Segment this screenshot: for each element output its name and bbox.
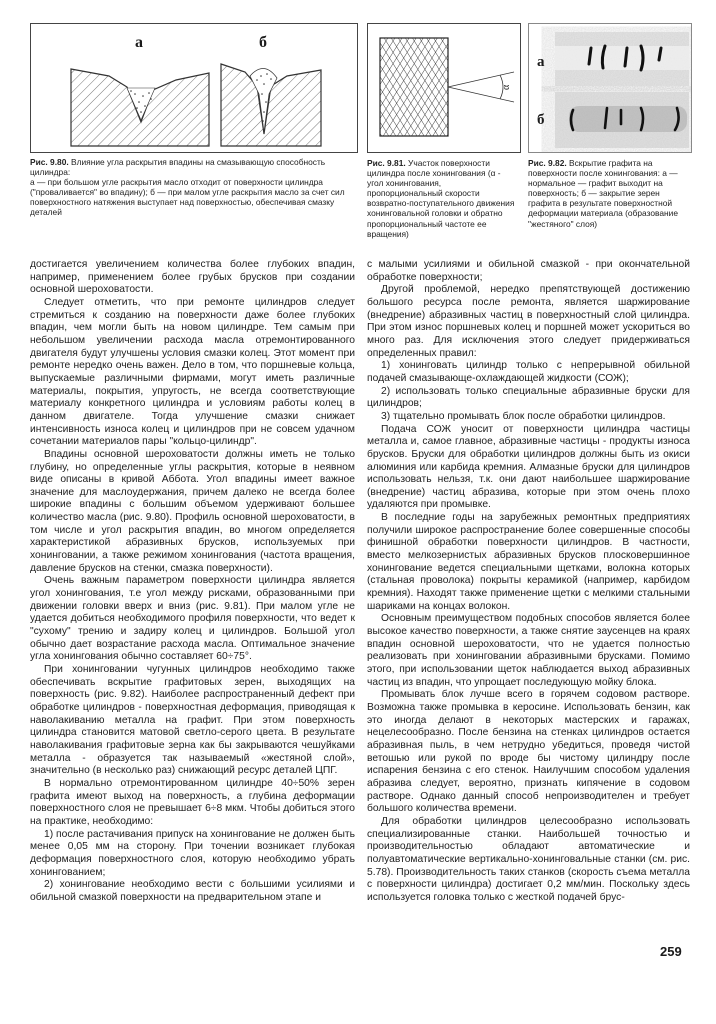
figure-9-80 <box>30 23 358 153</box>
left-paragraph: Впадины основной шероховатости должны иметь не только глубину, но определенные углы раскрытия, которые в неявном виде описаны в кривой Аббота. Угол впадины имеет важное значение для маслоудержания, причем далеко не всегда более широкие впадины с большим объемом удерживают большее количество масла (рис. 9.80). Профиль основной шероховатости, в том числе и угол раскрытия впадин, во многом определяется характеристикой абразивных брусков, используемых при хонинговании, а также режимом хонингования (частота вращения, давление брусков на стенки, смазка поверхности). <box>30 448 355 574</box>
left-paragraph: В нормально отремонтированном цилиндре 40÷50% зерен графита имеют выход на поверхность, а глубина деформации поверхностного слоя не превышает 6÷8 мкм. Чтобы добиться этого на практике, необходимо: <box>30 777 355 827</box>
figure-9-82-caption-number: Рис. 9.82. <box>528 158 567 168</box>
right-paragraph: с малыми усилиями и обильной смазкой - при окончательной обработке поверхности; <box>367 259 690 283</box>
alpha-label: α <box>501 84 512 90</box>
page-number: 259 <box>660 944 682 959</box>
right-column <box>367 259 690 904</box>
figure-9-80-label-b: б <box>259 34 267 51</box>
left-paragraph: 2) хонингование необходимо вести с большими усилиями и обильной смазкой поверхности на предварительном этапе и <box>30 879 355 903</box>
figure-9-81-caption <box>367 158 519 239</box>
figure-9-80-drawing <box>31 24 357 152</box>
right-paragraph: Подача СОЖ уносит от поверхности цилиндра частицы металла и, самое главное, абразивные частицы - продукты износа брусков. Бруски для обработки цилиндров должны быть из окиси алюминия или карбида кремния. Алмазные бруски для цилиндров использовать нельзя, т.к. они дают наибольшее шаржирование (внедрение) частиц абразива, которые при этом очень плохо удаляются при промывке. <box>367 423 690 511</box>
figure-9-82-drawing <box>529 24 691 152</box>
figure-9-80-caption-body: а — при большом угле раскрытия масло отходит от поверхности цилиндра ("проваливается" во впадину); б — при малом угле раскрытия масло за счет сил поверхностного натяжения выступает над поверхностью, обеспечивая смазку деталей <box>30 177 345 218</box>
figure-9-80-caption-number: Рис. 9.80. <box>30 157 69 167</box>
figure-9-81-drawing <box>368 24 520 152</box>
figure-9-80-caption-title: Влияние угла раскрытия впадины на смазывающую способность цилиндра: <box>30 157 326 178</box>
figure-9-82-label-a: а <box>537 54 545 70</box>
left-paragraph: достигается увеличением количества более глубоких впадин, например, применением более грубых брусков при создании основной шероховатости. <box>30 259 355 296</box>
figure-9-82-caption-body: Вскрытие графита на поверхности после хонингования: а — нормальное — графит выходит на поверхность; б — закрытие зерен графита в результате поверхностной деформации материала (образование "жестяного" слоя) <box>528 158 678 229</box>
right-paragraph: Другой проблемой, нередко препятствующей достижению большого ресурса после ремонта, является шаржирование (внедрение) абразивных частиц в поверхностный слой цилиндра. При этом износ поршневых колец и поршней может ускориться во много раз. Для исключения этого следует придерживаться определенных правил: <box>367 284 690 359</box>
left-column <box>30 259 355 904</box>
left-paragraph: 1) после растачивания припуск на хонингование не должен быть менее 0,05 мм на сторону. При точении возникает глубокая деформация поверхностного слоя, которую необходимо убрать хонингованием; <box>30 828 355 878</box>
figure-9-81-caption-body: Участок поверхности цилиндра после хонингования (α - угол хонингования, пропорциональный скорости возвратно-поступательного движения хонинговальной головки и обратно пропорциональный частоте ее вращения) <box>367 158 515 239</box>
figure-9-80-label-a: а <box>135 34 143 51</box>
figure-9-82-caption <box>528 158 690 229</box>
right-paragraph: Основным преимуществом подобных способов является более высокое качество поверхности, а также снятие заусенцев на краях впадин основной шероховатости, что не удается полностью реализовать при хонинговании абразивными брусками. Помимо этого, при использовании щеток наблюдается выход абразивных частиц из впадин, что упрощает последующую мойку блока. <box>367 613 690 688</box>
left-paragraph: При хонинговании чугунных цилиндров необходимо также обеспечивать вскрытие графитовых зерен, выходящих на поверхность (рис. 9.82). Наиболее распространенный дефект при обработке цилиндров - поверхностная деформация, приводящая к наволакиванию металла на графит. При этом поверхность цилиндра становится матовой светло-серого цвета. В результате наволакивания графитовые зерна как бы закрываются чешуйками металла - образуется так называемый «жестяной слой», значительно (в несколько раз) снижающий ресурс деталей ЦПГ. <box>30 664 355 777</box>
figure-9-81-caption-number: Рис. 9.81. <box>367 158 406 168</box>
right-paragraph: 1) хонинговать цилиндр только с непрерывной обильной подачей смазывающе-охлаждающей жидкости (СОЖ); <box>367 360 690 384</box>
left-paragraph: Следует отметить, что при ремонте цилиндров следует стремиться к созданию на поверхности даже более глубоких впадин, чем могли быть на новом цилиндре. Тем самым при небольшом увеличении расхода масла отремонтированного двигателя будут улучшены условия смазки колец. Этот момент при ремонте нередко очень важен. Дело в том, что поршневые кольца, выпускаемые различными фирмами, могут иметь различные материалы, покрытия, упругость, не всегда соответствующие материалу конкретного цилиндра и условиям работы колец в данном двигателе. Тогда улучшение смазки снижает интенсивность износа колец и цилиндров при не совсем удачном сочетании материалов пары "кольцо-цилиндр". <box>30 296 355 448</box>
right-paragraph: 3) тщательно промывать блок после обработки цилиндров. <box>381 410 666 422</box>
honing-angle-line-upper <box>448 72 514 87</box>
figure-9-82 <box>528 23 692 153</box>
right-paragraph: Для обработки цилиндров целесообразно использовать специализированные станки. Наибольшей точностью и производительностью обладают автоматические и полуавтоматические вертикально-хонинговальные станки (см. рис. 5.78). Производительность таких станков (скорость съема металла с поверхности цилиндра) достигает 0,2 мм/мин. Поскольку здесь используется головка только с жесткой подачей брус- <box>367 815 690 903</box>
left-paragraph: Очень важным параметром поверхности цилиндра является угол хонингования, т.е угол между рисками, образованными при движении головки вверх и вниз (рис. 9.81). При малом угле не удается добиться необходимого профиля поверхности, что ведет к "сухому" трению и задиру колец и цилиндров. Большой угол обычно дает возрастание расхода масла. Оптимальное значение угла хонингования обычно составляет 60÷75°. <box>30 575 355 663</box>
figure-9-80-caption <box>30 157 356 218</box>
right-paragraph: В последние годы на зарубежных ремонтных предприятиях получили широкое распространение более совершенные способы финишной обработки поверхности цилиндров. В частности, вместо мелкозернистых абразивных брусков плосковершинное хонингование ведется специальными щетками, волокна которых (стальная проволока) покрыты керамикой (например, карбидом кремния). Находят также применение щетки с мелкими стальными шариками на концах волокон. <box>367 512 690 612</box>
right-paragraph: 2) использовать только специальные абразивные бруски для цилиндров; <box>367 385 690 410</box>
right-paragraph: Промывать блок лучше всего в горячем содовом растворе. Возможна также промывка в керосине. Использовать бензин, как это иногда делают в некоторых мастерских и гаражах, нецелесообразно. После бензина на стенках цилиндров остается абразивная пыль, в чем нетрудно убедиться, проведя чистой ветошью или рукой по вроде бы чистому цилиндру после испарения бензина с его стенок. Наилучшим способом удаления абразива следует, вероятно, признать кипячение в содовом растворе. Однако данный способ непроизводителен и требует большого количества времени. <box>367 689 690 815</box>
figure-9-81 <box>367 23 521 153</box>
figure-9-82-label-b: б <box>537 112 545 128</box>
